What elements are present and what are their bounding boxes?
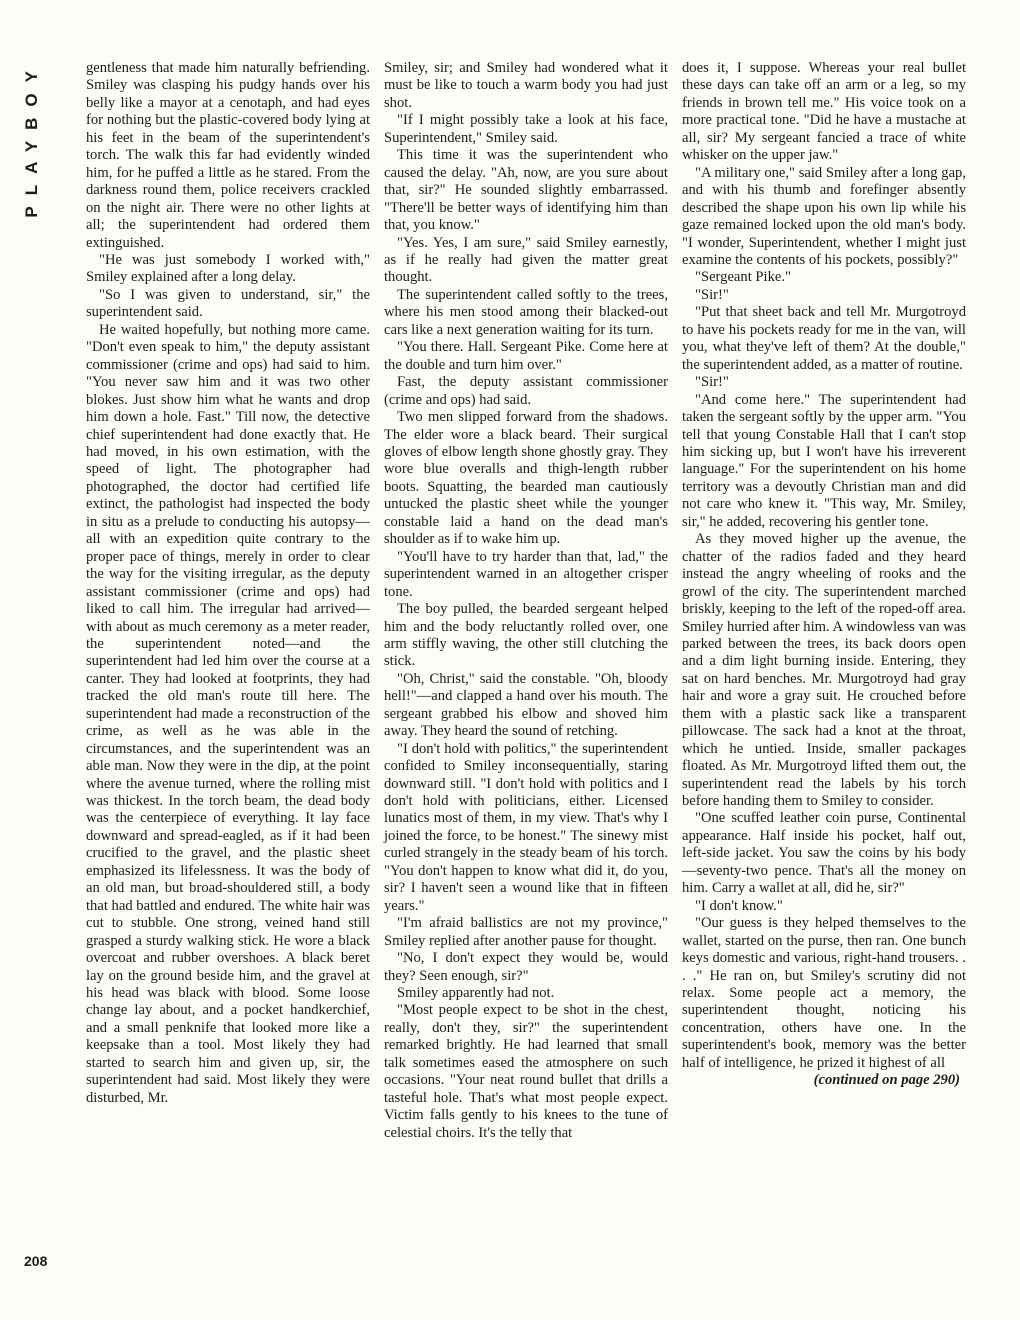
paragraph: "Sir!" bbox=[695, 286, 729, 303]
paragraph: Smiley, sir; and Smiley had wondered what it must be like to touch a warm body you had just shot. bbox=[384, 60, 668, 111]
paragraph: "I don't hold with politics," the superintendent confided to Smiley inconsequentially, staring downward still. "I don't hold with politics and I don't hold with politicians, either. Licensed lunatics most of them, in my view. That's why I joined the force, to be honest." The sinewy mist curled strangely in the steady beam of his torch. "You don't happen to know what did it, do you, sir? I haven't seen a wound like that in fifteen years." bbox=[384, 740, 668, 914]
paragraph: "You'll have to try harder than that, lad," the superintendent warned in an altogether crisper tone. bbox=[384, 548, 668, 600]
paragraph: The superintendent called softly to the trees, where his men stood among their blacked-out cars like a next generation waiting for its turn. bbox=[384, 286, 668, 338]
paragraph: "Put that sheet back and tell Mr. Murgotroyd to have his pockets ready for me in the van, will you, what they've left of them? At the double," the superintendent added, as a matter of routine. bbox=[682, 304, 966, 373]
paragraph: "Most people expect to be shot in the chest, really, don't they, sir?" the superintendent remarked brightly. He had learned that small talk sometimes eased the atmosphere on such occasions. "Your neat round bullet that drills a tasteful hole. That's what most people expect. Victim falls gently to his knees to the tune of celestial choirs. It's the telly that bbox=[384, 1002, 668, 1141]
paragraph: "I'm afraid ballistics are not my province," Smiley replied after another pause for thought. bbox=[384, 915, 668, 949]
paragraph: gentleness that made him naturally befriending. Smiley was clasping his pudgy hands over his belly like a mayor at a cenotaph, and had eyes for nothing but the plastic-covered body lying at his feet in the beam of the superintendent's torch. The walk this far had evidently winded him, for he puffed a little as he stared. From the darkness round them, police receivers crackled on the night air. There were no other lights at all; the superintendent had ordered them extinguished. bbox=[86, 60, 370, 251]
page-number: 208 bbox=[24, 1253, 48, 1269]
paragraph: The boy pulled, the bearded sergeant helped him and the body reluctantly rolled over, one arm stiffly waving, the other still clutching the stick. bbox=[384, 601, 668, 670]
paragraph: "No, I don't expect they would be, would they? Seen enough, sir?" bbox=[384, 950, 668, 984]
paragraph: "Yes. Yes, I am sure," said Smiley earnestly, as if he really had given the matter great thought. bbox=[384, 234, 668, 286]
text-column-2 bbox=[384, 60, 668, 1142]
paragraph: "Our guess is they helped themselves to the wallet, started on the purse, then ran. One bunch keys domestic and various, right-hand trousers. . . ." He ran on, but Smiley's scrutiny did not relax. Some people act a memory, the superintendent thought, noticing his concentration, others have one. In the superintendent's book, memory was the better half of intelligence, he prized it highest of all bbox=[682, 915, 966, 1071]
paragraph: "A military one," said Smiley after a long gap, and with his thumb and forefinger absently described the shape upon his own lip while his gaze remained locked upon the old man's body. "I wonder, Superintendent, whether I might just examine the contents of his pockets, possibly?" bbox=[682, 164, 966, 268]
paragraph: "So I was given to understand, sir," the superintendent said. bbox=[86, 286, 370, 321]
continued-on-note: (continued on page 290) bbox=[813, 1072, 960, 1089]
text-column-3 bbox=[682, 60, 966, 1090]
paragraph: Fast, the deputy assistant commissioner (crime and ops) had said. bbox=[384, 374, 668, 408]
paragraph: He waited hopefully, but nothing more came. "Don't even speak to him," the deputy assistant commissioner (crime and ops) had said to him. "You never saw him and it was two other blokes. Just show him what he wants and drop him down a hole. Fast." Till now, the detective chief superintendent had done exactly that. He had moved, in his own estimation, with the speed of light. The photographer had photographed, the doctor had certified life extinct, the pathologist had inspected the body in situ as a prelude to conducting his autopsy—all with an expedition quite contrary to the proper pace of things, merely in order to clear the way for the visiting irregular, as the deputy assistant commissioner (crime and ops) had liked to call him. The irregular had arrived—with about as much ceremony as a meter reader, the superintendent noted—and the superintendent had led him over the course at a canter. They had looked at footprints, they had tracked the old man's route till here. The superintendent had made a reconstruction of the crime, as well as he was able in the circumstances, and the superintendent was an able man. Now they were in the dip, at the point where the avenue turned, where the rolling mist was thickest. In the torch beam, the dead body was the centerpiece of everything. It lay face downward and spread-eagled, as if it had been crucified to the gravel, and the plastic sheet emphasized its lifelessness. It was the body of an old man, but broad-shouldered still, a body that had battled and endured. The white hair was cut to stubble. One strong, veined hand still grasped a sturdy walking stick. He wore a black overcoat and rubber overshoes. A black beret lay on the ground beside him, and the gravel at his head was black with blood. Some loose change lay about, and a pocket handkerchief, and a small penknife that looked more like a keepsake than a tool. Most likely they had started to search him and given up, sir, the superintendent had said. Most likely they were disturbed, Mr. bbox=[86, 321, 370, 1106]
paragraph: "I don't know." bbox=[695, 897, 783, 914]
paragraph: "Sergeant Pike." bbox=[695, 269, 791, 286]
text-column-1 bbox=[86, 60, 370, 1107]
paragraph: "He was just somebody I worked with," Smiley explained after a long delay. bbox=[86, 251, 370, 286]
paragraph: This time it was the superintendent who caused the delay. "Ah, now, are you sure about that, sir?" He sounded slightly embarrassed. "There'll be better ways of identifying him than that, you know." bbox=[384, 147, 668, 234]
paragraph: "Oh, Christ," said the constable. "Oh, bloody hell!"—and clapped a hand over his mouth. The sergeant grabbed his elbow and shoved him away. They heard the sound of retching. bbox=[384, 670, 668, 740]
paragraph: "And come here." The superintendent had taken the sergeant softly by the upper arm. "You tell that young Constable Hall that I can't stop him sicking up, but I won't have his irreverent language." For the superintendent on his home territory was a devoutly Christian man and did not care who knew it. "This way, Mr. Smiley, sir," he added, recovering his gentler tone. bbox=[682, 391, 966, 530]
playboy-masthead-vertical: PLAYBOY bbox=[22, 60, 41, 218]
paragraph: Smiley apparently had not. bbox=[397, 985, 555, 1002]
paragraph: As they moved higher up the avenue, the chatter of the radios faded and they heard instead the angry wheeling of rooks and the growl of the city. The superintendent marched briskly, keeping to the left of the roped-off area. Smiley hurried after him. A windowless van was parked between the trees, its back doors open and a dim light burning inside. Entering, they sat on hard benches. Mr. Murgotroyd had gray hair and wore a gray suit. He crouched before them with a plastic sack like a transparent pillowcase. The sack had a knot at the throat, which he untied. Inside, smaller packages floated. As Mr. Murgotroyd lifted them out, the superintendent read the labels by his torch before handing them to Smiley to consider. bbox=[682, 531, 966, 810]
paragraph: does it, I suppose. Whereas your real bullet these days can take off an arm or a leg, so my friends in brown tell me." His voice took on a more practical tone. "Did he have a mustache at all, sir? My sergeant fancied a trace of white whisker on the upper jaw." bbox=[682, 60, 966, 164]
paragraph: Two men slipped forward from the shadows. The elder wore a black beard. Their surgical gloves of elbow length shone ghostly gray. They wore blue overalls and thigh-length rubber boots. Squatting, the bearded man cautiously untucked the plastic sheet while the younger constable laid a hand on the dead man's shoulder as if to wake him up. bbox=[384, 409, 668, 548]
paragraph: "You there. Hall. Sergeant Pike. Come here at the double and turn him over." bbox=[384, 339, 668, 373]
paragraph: "If I might possibly take a look at his face, Superintendent," Smiley said. bbox=[384, 112, 668, 146]
paragraph: "One scuffed leather coin purse, Continental appearance. Half inside his pocket, half out, left-side jacket. You saw the coins by his body—seventy-two pence. That's all the money on him. Carry a wallet at all, did he, sir?" bbox=[682, 810, 966, 897]
paragraph: "Sir!" bbox=[695, 374, 729, 391]
